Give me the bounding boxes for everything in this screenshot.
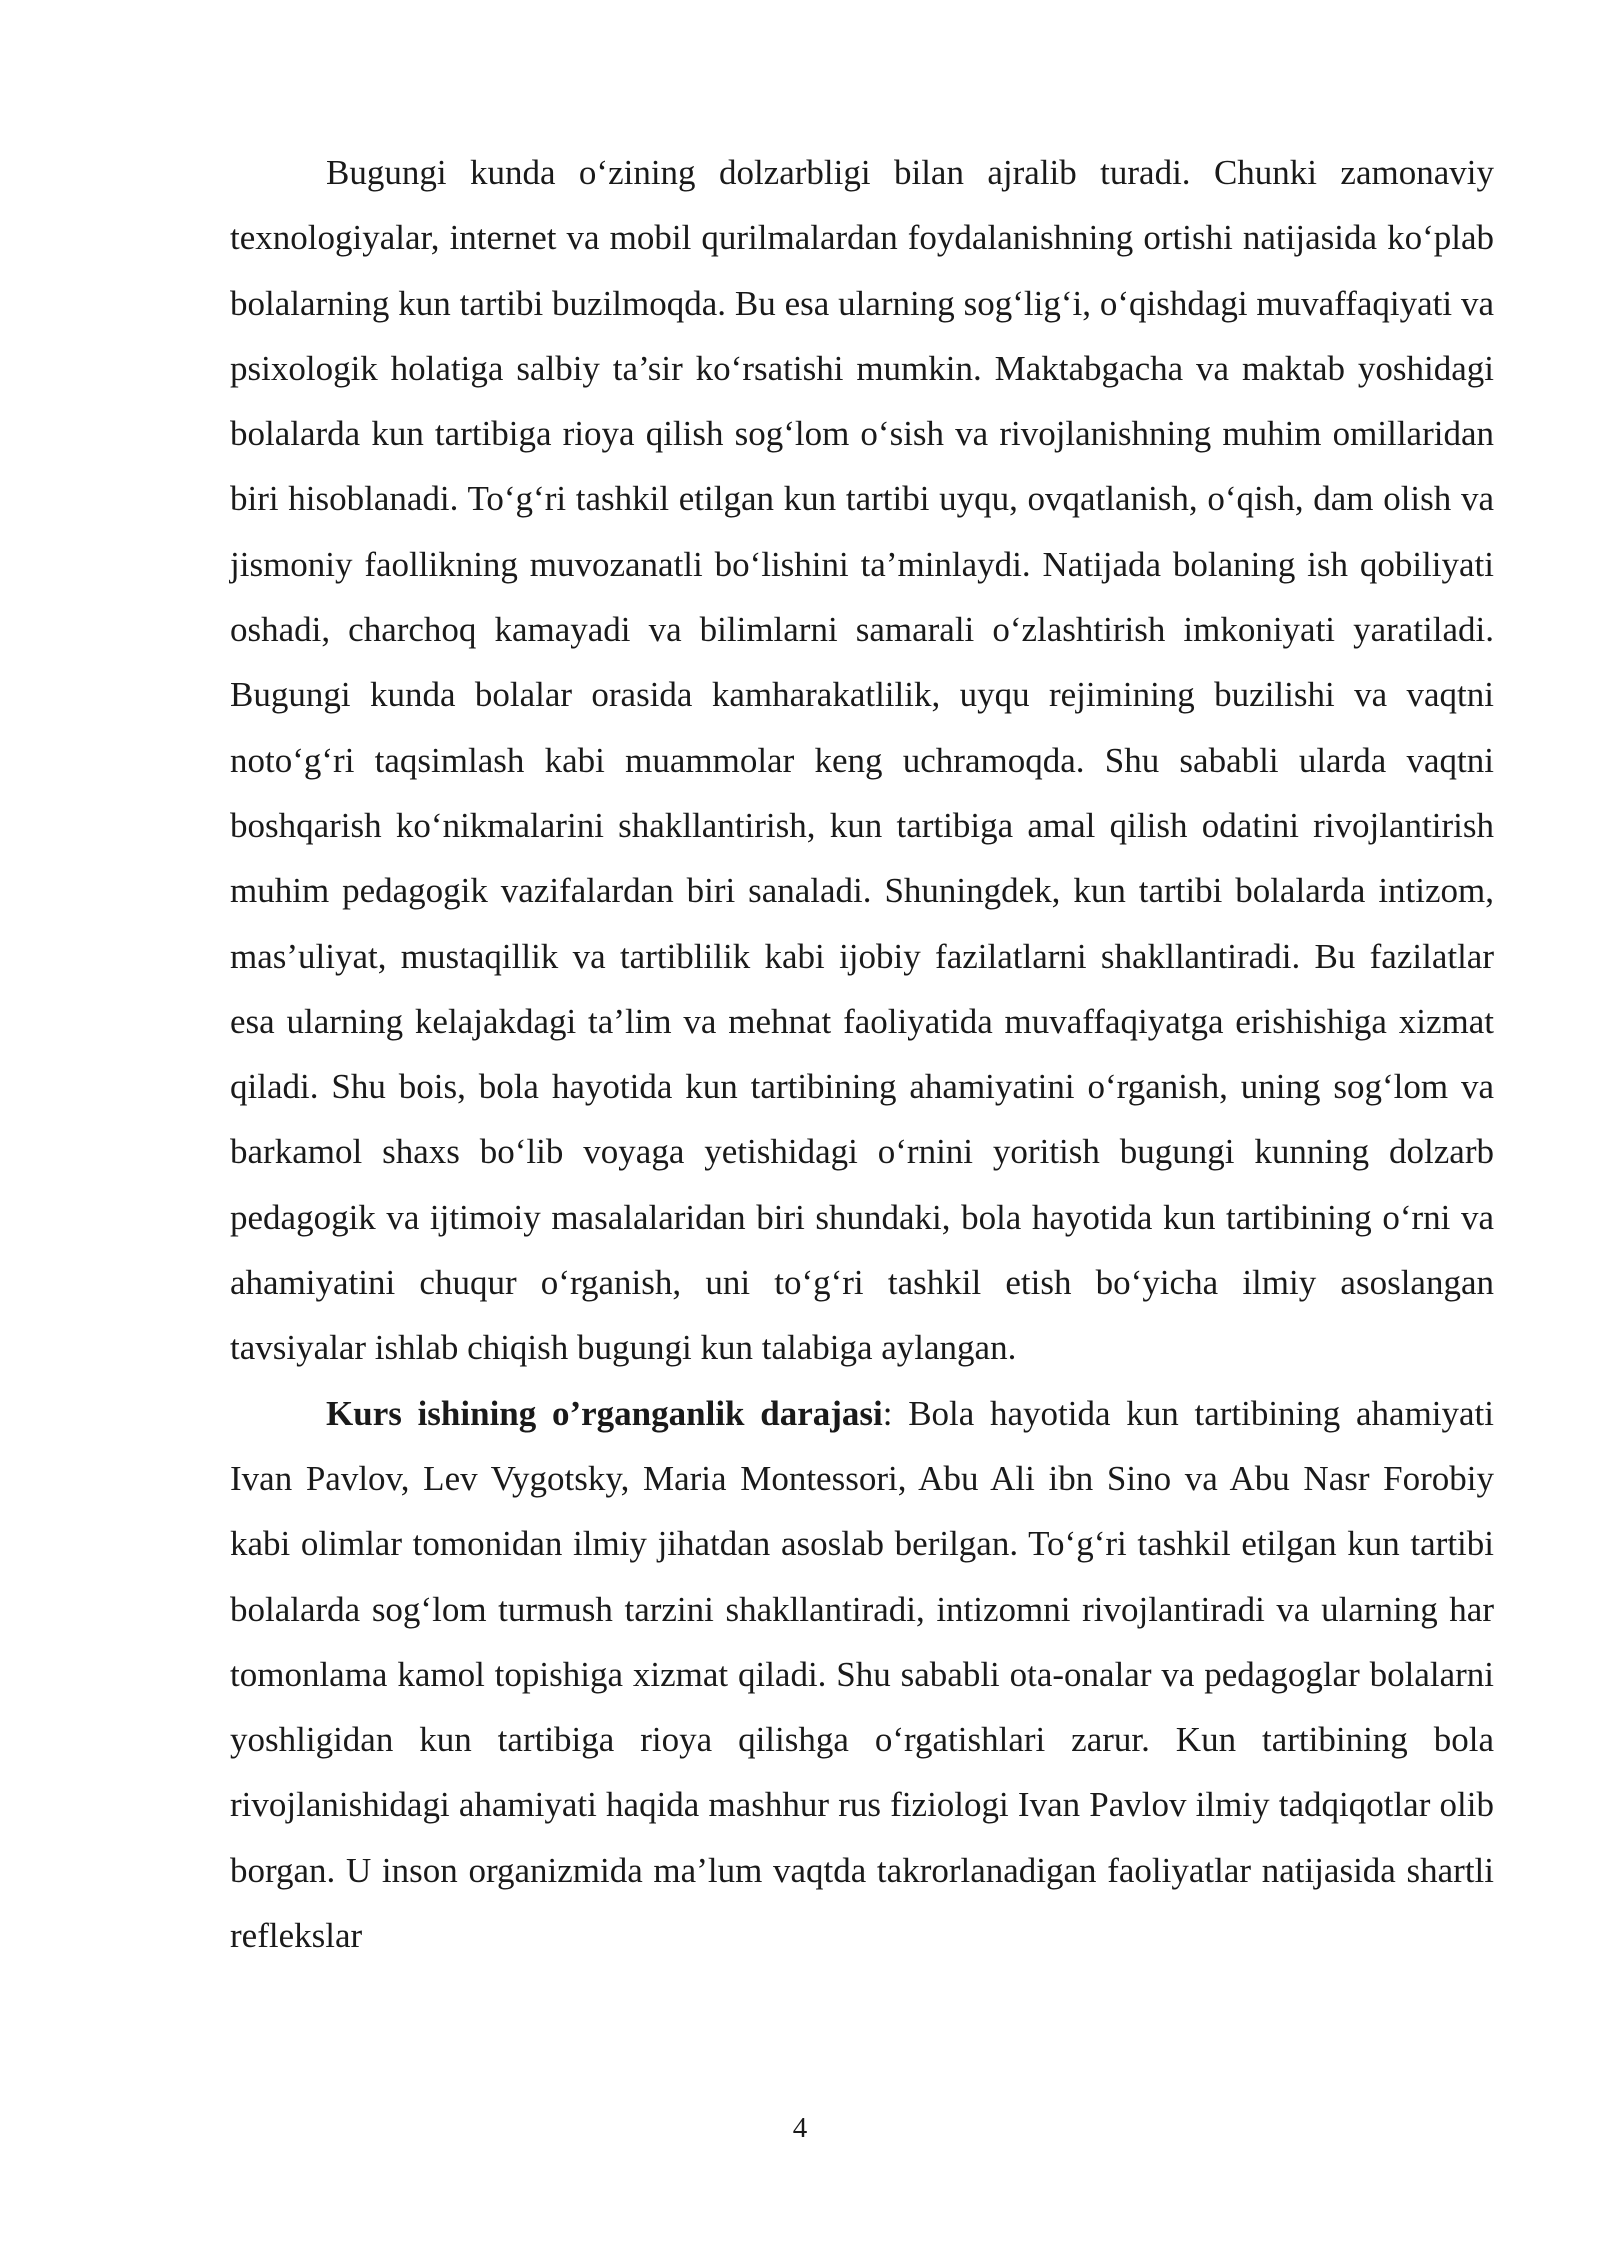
body-text: [230, 140, 1494, 1968]
paragraph-study-level-body: Bola hayotida kun tartibining ahamiyati Ivan Pavlov, Lev Vygotsky, Maria Montessori, Abu Ali ibn Sino va Abu Nasr Forobiy kabi olimlar tomonidan ilmiy jihatdan asoslab berilgan. Toʻgʻri tashkil etilgan kun tartibi bolalarda sogʻlom turmush tarzini shakllantiradi, intizomni rivojlantiradi va ularning har tomonlama kamol topishiga xizmat qiladi. Shu sababli ota-onalar va pedagoglar bolalarni yoshligidan kun tartibiga rioya qilishga oʻrgatishlari zarur. Kun tartibining bola rivojlanishidagi ahamiyati haqida mashhur rus fiziologi Ivan Pavlov ilmiy tadqiqotlar olib borgan. U inson organizmida ma’lum vaqtda takrorlanadigan faoliyatlar natijasida shartli reflekslar: [230, 1393, 1494, 1956]
page-number: 4: [792, 2112, 808, 2144]
paragraph-study-level: [230, 1381, 1494, 1969]
section-heading-study-level: Kurs ishining o’rganganlik darajasi: [326, 1393, 883, 1433]
paragraph-relevance: Bugungi kunda oʻzining dolzarbligi bilan ajralib turadi. Chunki zamonaviy texnologiyalar, internet va mobil qurilmalardan foydalanishning ortishi natijasida koʻplab bolalarning kun tartibi buzilmoqda. Bu esa ularning sogʻligʻi, oʻqishdagi muvaffaqiyati va psixologik holatiga salbiy ta’sir koʻrsatishi mumkin. Maktabgacha va maktab yoshidagi bolalarda kun tartibiga rioya qilish sogʻlom oʻsish va rivojlanishning muhim omillaridan biri hisoblanadi. Toʻgʻri tashkil etilgan kun tartibi uyqu, ovqatlanish, oʻqish, dam olish va jismoniy faollikning muvozanatli boʻlishini ta’minlaydi. Natijada bolaning ish qobiliyati oshadi, charchoq kamayadi va bilimlarni samarali oʻzlashtirish imkoniyati yaratiladi. Bugungi kunda bolalar orasida kamharakatlilik, uyqu rejimining buzilishi va vaqtni notoʻgʻri taqsimlash kabi muammolar keng uchramoqda. Shu sababli ularda vaqtni boshqarish koʻnikmalarini shakllantirish, kun tartibiga amal qilish odatini rivojlantirish muhim pedagogik vazifalardan biri sanaladi. Shuningdek, kun tartibi bolalarda intizom, mas’uliyat, mustaqillik va tartiblilik kabi ijobiy fazilatlarni shakllantiradi. Bu fazilatlar esa ularning kelajakdagi ta’lim va mehnat faoliyatida muvaffaqiyatga erishishiga xizmat qiladi. Shu bois, bola hayotida kun tartibining ahamiyatini oʻrganish, uning sogʻlom va barkamol shaxs boʻlib voyaga yetishidagi oʻrnini yoritish bugungi kunning dolzarb pedagogik va ijtimoiy masalalaridan biri shundaki, bola hayotida kun tartibining oʻrni va ahamiyatini chuqur oʻrganish, uni toʻgʻri tashkil etish boʻyicha ilmiy asoslangan tavsiyalar ishlab chiqish bugungi kun talabiga aylangan.: [230, 153, 1494, 1368]
heading-separator: :: [882, 1393, 909, 1433]
